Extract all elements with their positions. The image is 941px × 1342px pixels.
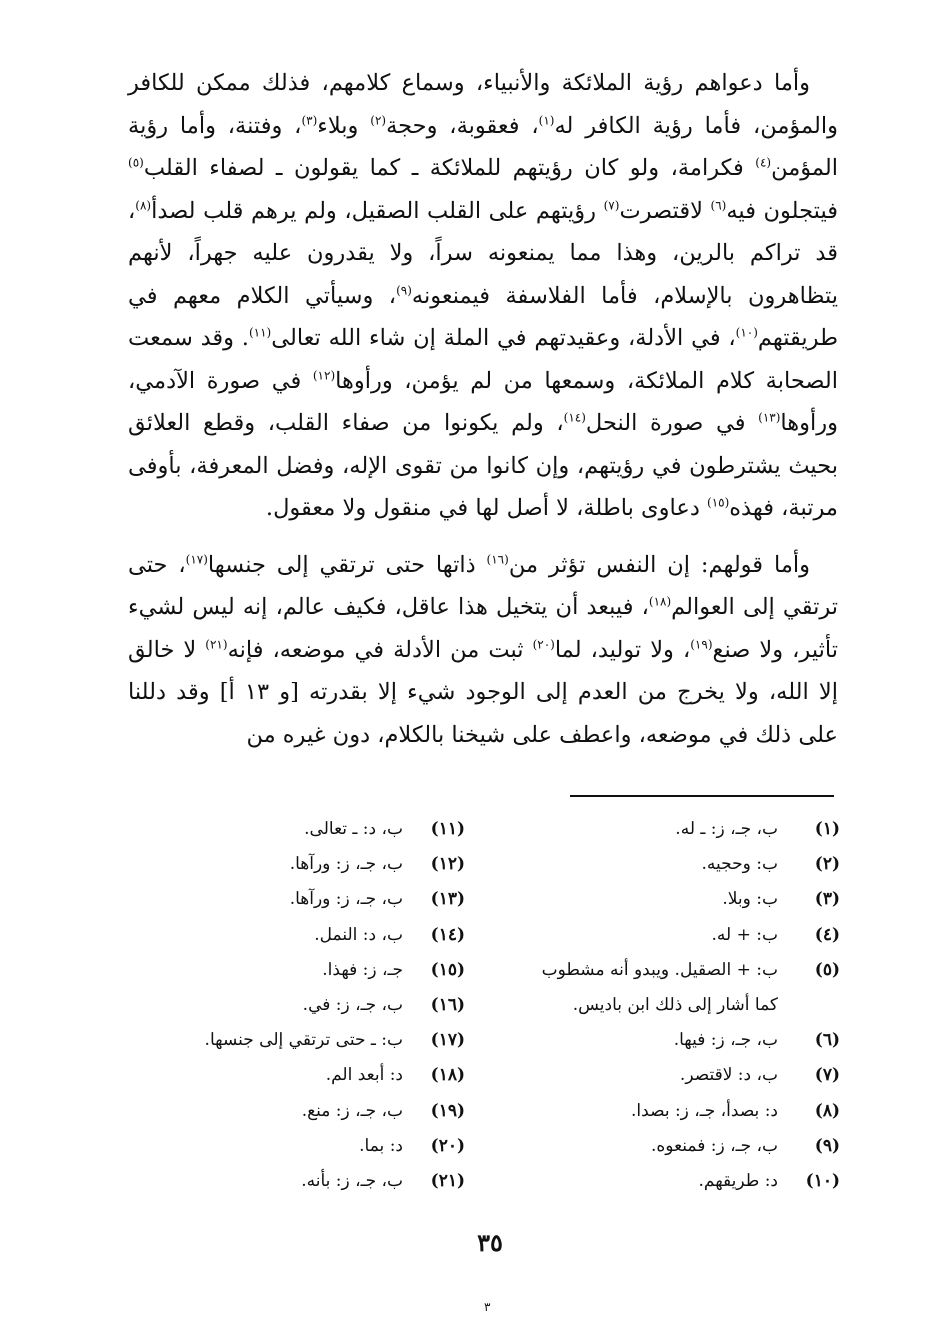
footnote-text: ب، د: ـ تعالى. (304, 819, 403, 839)
footnote-text: ب، جـ، ز: في. (302, 995, 403, 1016)
note-ref: (٧) (603, 198, 620, 212)
footnote-row (160, 1058, 465, 1093)
note-ref: (١١) (248, 325, 272, 340)
paragraph-2 (128, 544, 838, 757)
text-run: ، حتى ترتقي إلى العوالم (128, 551, 839, 620)
footnotes-left-column (160, 812, 465, 1199)
note-ref: (٨) (135, 198, 152, 212)
text-run: ، ولا توليد، لما (554, 636, 691, 663)
footnote-text: ب: وحجيه. (701, 854, 778, 875)
footnote-number: (٦) (814, 1030, 840, 1051)
footnotes-right-column (505, 812, 840, 1199)
text-run: ، في الأدلة، وعقيدتهم في الملة إن شاء الله تعالى (271, 325, 736, 351)
footnote-text: ب، د: النمل. (314, 924, 403, 945)
footnote-number: (٩) (814, 1135, 840, 1156)
note-ref: (١) (538, 113, 555, 127)
footnote-row (160, 918, 465, 953)
footnote-row (160, 1094, 465, 1129)
note-ref: (١٩) (690, 637, 713, 651)
footnote-text: ب، جـ، ز: منع. (301, 1100, 403, 1121)
footnote-row (505, 1023, 840, 1058)
footnote-row (160, 1129, 465, 1164)
note-ref: (١٦) (486, 552, 509, 566)
main-text (128, 62, 838, 756)
text-run: . وقد سمعت الصحابة كلام الملائكة، وسمعها من لم يؤمن، ورأوها (128, 325, 838, 394)
text-run: ، وفتنة، وأما رؤية المؤمن (128, 112, 838, 181)
footnote-number: (٧) (814, 1065, 840, 1086)
footnote-row (505, 988, 840, 1023)
text-run: فكرامة، ولو كان رؤيتهم للملائكة ـ كما يقولون ـ لصفاء القلب (143, 155, 756, 181)
footnote-text: كما أشار إلى ذلك ابن باديس. (572, 995, 778, 1016)
text-run: في صورة الآدمي، ورأوها (128, 367, 838, 436)
note-ref: (٩) (396, 283, 412, 297)
footnote-row (505, 918, 840, 953)
text-run: وأما دعواهم رؤية الملائكة والأنبياء، وسماع كلامهم، فذلك ممكن للكافر والمؤمن، فأما رؤية الكافر له (128, 70, 838, 139)
footnote-number: (١٦) (430, 995, 465, 1016)
text-run: وأما قولهم: إن النفس تؤثر من (508, 551, 810, 578)
footnote-number: (٢٠) (430, 1135, 465, 1156)
text-run: في صورة النحل (585, 410, 759, 436)
note-ref: (٤) (755, 155, 772, 170)
footnote-text: د: أبعد الم. (325, 1065, 403, 1086)
bottom-mark: ٣ (484, 1300, 491, 1314)
footnote-text: ب: ـ حتى ترتقي إلى جنسها. (204, 1030, 403, 1051)
note-ref: (٢٠) (532, 637, 555, 651)
footnote-row (505, 882, 840, 917)
footnote-row (160, 1023, 465, 1058)
footnote-number: (٢) (814, 854, 840, 875)
footnote-text: جـ، ز: فهذا. (322, 959, 403, 980)
text-run: ، فيبعد أن يتخيل هذا عاقل، فكيف عالم، إنه ليس لشيء تأثير، ولا صنع (128, 594, 838, 663)
footnote-row (505, 953, 840, 988)
note-ref: (١٢) (312, 368, 336, 382)
text-run: ثبت من الأدلة في موضعه، فإنه (227, 636, 533, 663)
note-ref: (١٥) (707, 495, 730, 510)
footnote-number: (١١) (430, 819, 465, 839)
note-ref: (٦) (710, 198, 727, 212)
note-ref: (٥) (128, 155, 144, 170)
text-run: وبلاء (317, 112, 371, 139)
footnote-row (160, 812, 465, 847)
text-run: لاقتصرت (619, 197, 711, 224)
text-run: دعاوى باطلة، لا أصل لها في منقول ولا معقول. (265, 495, 707, 521)
text-run: ذاتها حتى ترتقي إلى جنسها (207, 551, 487, 578)
footnote-text: ب، جـ، ز: ـ له. (675, 819, 778, 839)
text-run: ، وسيأتي الكلام معهم في طريقتهم (128, 282, 838, 351)
footnote-number: (١٧) (430, 1030, 465, 1051)
footnote-row (505, 1058, 840, 1093)
note-ref: (٢١) (205, 637, 228, 651)
footnote-text: ب، د: لاقتصر. (679, 1065, 778, 1086)
footnote-number: (١٥) (430, 959, 465, 980)
footnote-row (505, 847, 840, 882)
note-ref: (١٤) (563, 410, 586, 425)
footnote-row (160, 882, 465, 917)
footnote-text: ب، جـ، ز: ورآها. (289, 854, 403, 875)
footnote-text: ب: + الصقيل. ويبدو أنه مشطوب (541, 959, 778, 980)
footnote-text: ب، جـ، ز: بأنه. (301, 1171, 403, 1192)
footnote-number: (٨) (814, 1100, 840, 1121)
text-run: ، فعقوبة، وحجة (386, 112, 539, 139)
note-ref: (١٠) (735, 325, 758, 340)
footnote-row (160, 988, 465, 1023)
footnote-number: (١٤) (430, 924, 465, 945)
footnote-divider (570, 795, 834, 797)
footnote-text: د: بصدأ، جـ، ز: بصدا. (631, 1100, 778, 1121)
footnote-number: (٥) (814, 959, 840, 980)
text-run: رؤيتهم على القلب الصقيل، ولم يرهم قلب لصدأ (151, 197, 604, 224)
footnote-row (505, 1129, 840, 1164)
paragraph-1 (128, 62, 838, 530)
footnote-text: ب، جـ، ز: فيها. (673, 1030, 778, 1051)
footnote-number: (٣) (814, 889, 840, 910)
note-ref: (١٨) (648, 594, 672, 609)
footnote-row (160, 1164, 465, 1199)
footnote-row (505, 812, 840, 847)
note-ref: (١٧) (185, 552, 208, 566)
text-run: لا خالق إلا الله، ولا يخرج من العدم إلى الوجود شيء إلا بقدرته [و ١٣ أ] وقد دللنا على ذلك في موضعه، واعطف على شيخنا بالكلام، دون غيره من (128, 636, 838, 748)
footnote-number: (١٠) (805, 1171, 840, 1192)
text-run: فيتجلون فيه (726, 197, 838, 224)
note-ref: (٢) (370, 113, 387, 127)
footnote-text: د: بما. (359, 1135, 403, 1156)
footnote-number: (١٢) (430, 854, 465, 875)
footnote-number: (١٣) (430, 889, 465, 910)
footnote-row (160, 847, 465, 882)
footnote-text: ب: + له. (711, 924, 778, 945)
page-number: ٣٥ (477, 1228, 503, 1257)
footnote-row (160, 953, 465, 988)
text-run: ، ولم يكونوا من صفاء القلب، وقطع العلائق بحيث يشترطون في رؤيتهم، وإن كانوا من تقوى الإله، وفضل المعرفة، بأوفى مرتبة، فهذه (128, 410, 838, 521)
note-ref: (٣) (301, 113, 318, 127)
footnote-text: د: طريقهم. (698, 1171, 778, 1192)
footnote-text: ب، جـ، ز: فمنعوه. (651, 1135, 778, 1156)
footnote-row (505, 1164, 840, 1199)
note-ref: (١٣) (758, 410, 781, 425)
footnote-number: (١٨) (430, 1065, 465, 1086)
footnote-text: ب: وبلا. (722, 889, 778, 910)
footnote-number: (١) (814, 819, 840, 839)
footnote-text: ب، جـ، ز: ورآها. (289, 889, 403, 910)
footnote-row (505, 1094, 840, 1129)
footnote-number: (١٩) (430, 1100, 465, 1121)
footnote-number: (٢١) (430, 1171, 465, 1192)
text-run: ، قد تراكم بالرين، وهذا مما يمنعونه سراً، ولا يقدرون عليه جهراً، لأنهم يتظاهرون بالإسلام، فأما الفلاسفة فيمنعونه (128, 197, 839, 309)
footnote-number: (٤) (814, 924, 840, 945)
